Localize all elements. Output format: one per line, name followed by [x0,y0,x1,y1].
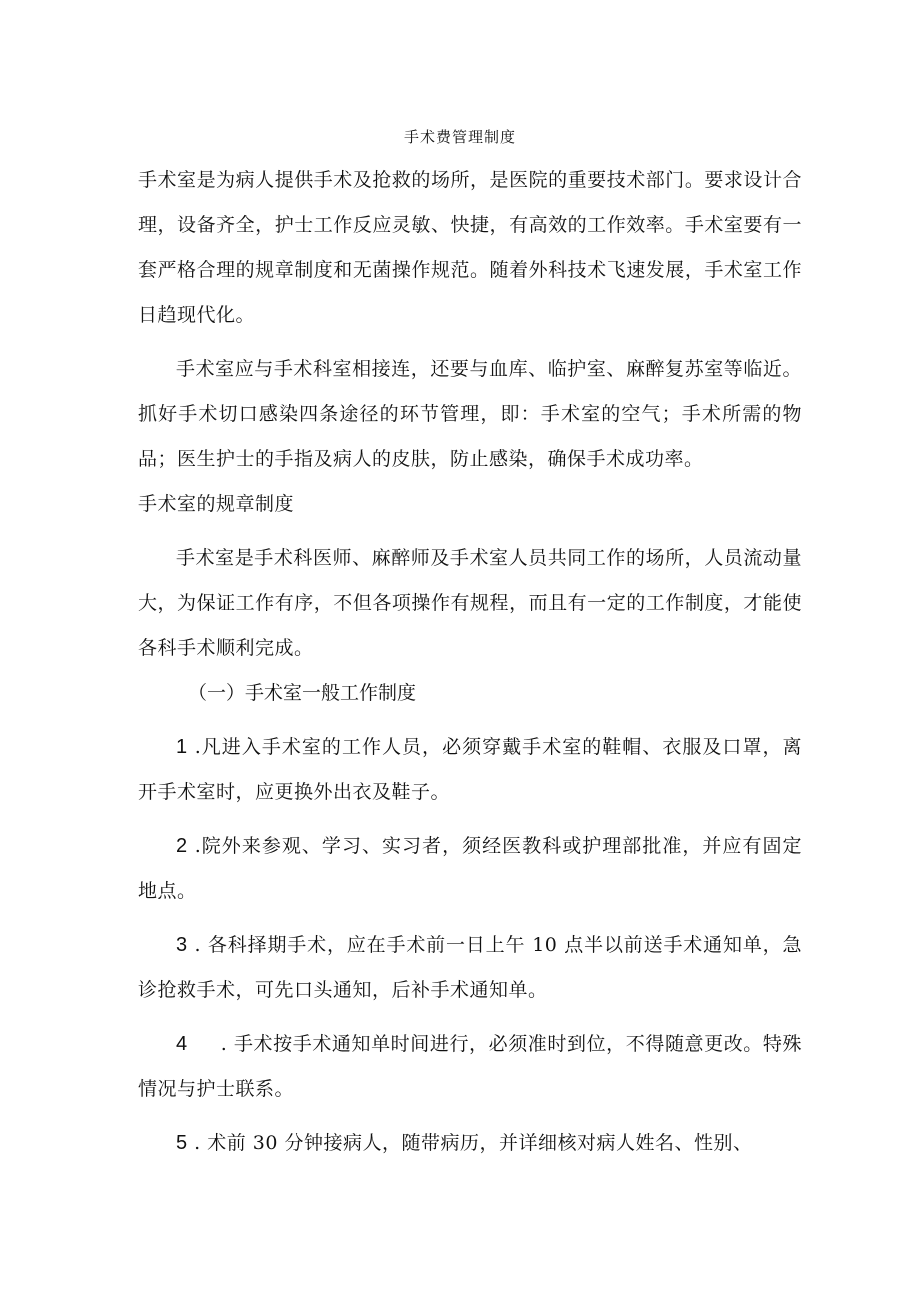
section-heading: 手术室的规章制度 [138,493,295,515]
list-item-text: .院外来参观、学习、实习者，须经医教科或护理部批准，并应有固定地点。 [138,835,803,902]
list-item-3 [138,923,802,1013]
list-item-5 [138,1121,802,1166]
list-item-text: .凡进入手术室的工作人员，必须穿戴手术室的鞋帽、衣服及口罩，离开手术室时，应更换外出衣及鞋子。 [138,736,803,803]
list-item-text: . 手术按手术通知单时间进行，必须准时到位，不得随意更改。特殊情况与护士联系。 [138,1033,802,1100]
section-intro-paragraph: 手术室是手术科医师、麻醉师及手术室人员共同工作的场所，人员流动量大，为保证工作有序，不但各项操作有规程，而且有一定的工作制度，才能使各科手术顺利完成。 [138,547,802,659]
list-item-text: . 术前 30 分钟接病人，随带病历，并详细核对病人姓名、性别、 [194,1132,753,1154]
intro-paragraph-1: 手术室是为病人提供手术及抢救的场所，是医院的重要技术部门。要求设计合理，设备齐全，护士工作反应灵敏、快捷，有高效的工作效率。手术室要有一套严格合理的规章制度和无菌操作规范。随着外科技术飞速发展，手术室工作日趋现代化。 [138,169,802,326]
list-item-text: . 各科择期手术，应在手术前一日上午 10 点半以前送手术通知单，急诊抢救手术，可先口头通知，后补手术通知单。 [138,934,802,1001]
list-item-2 [138,824,802,914]
list-item-1 [138,725,802,815]
list-item-number: 1 [176,736,188,758]
list-item-number: 3 [176,934,188,956]
subsection-heading: （一）手术室一般工作制度 [188,682,417,704]
list-item-4 [138,1022,802,1112]
intro-paragraph-2: 手术室应与手术科室相接连，还要与血库、临护室、麻醉复苏室等临近。抓好手术切口感染四条途径的环节管理，即：手术室的空气；手术所需的物品；医生护士的手指及病人的皮肤，防止感染，确保手术成功率。 [138,358,802,470]
document-title: 手术费管理制度 [403,128,516,146]
document-body [138,158,802,1166]
list-item-number: 5 [176,1132,188,1154]
list-item-number: 2 [176,835,188,857]
list-item-number: 4 [176,1033,188,1055]
